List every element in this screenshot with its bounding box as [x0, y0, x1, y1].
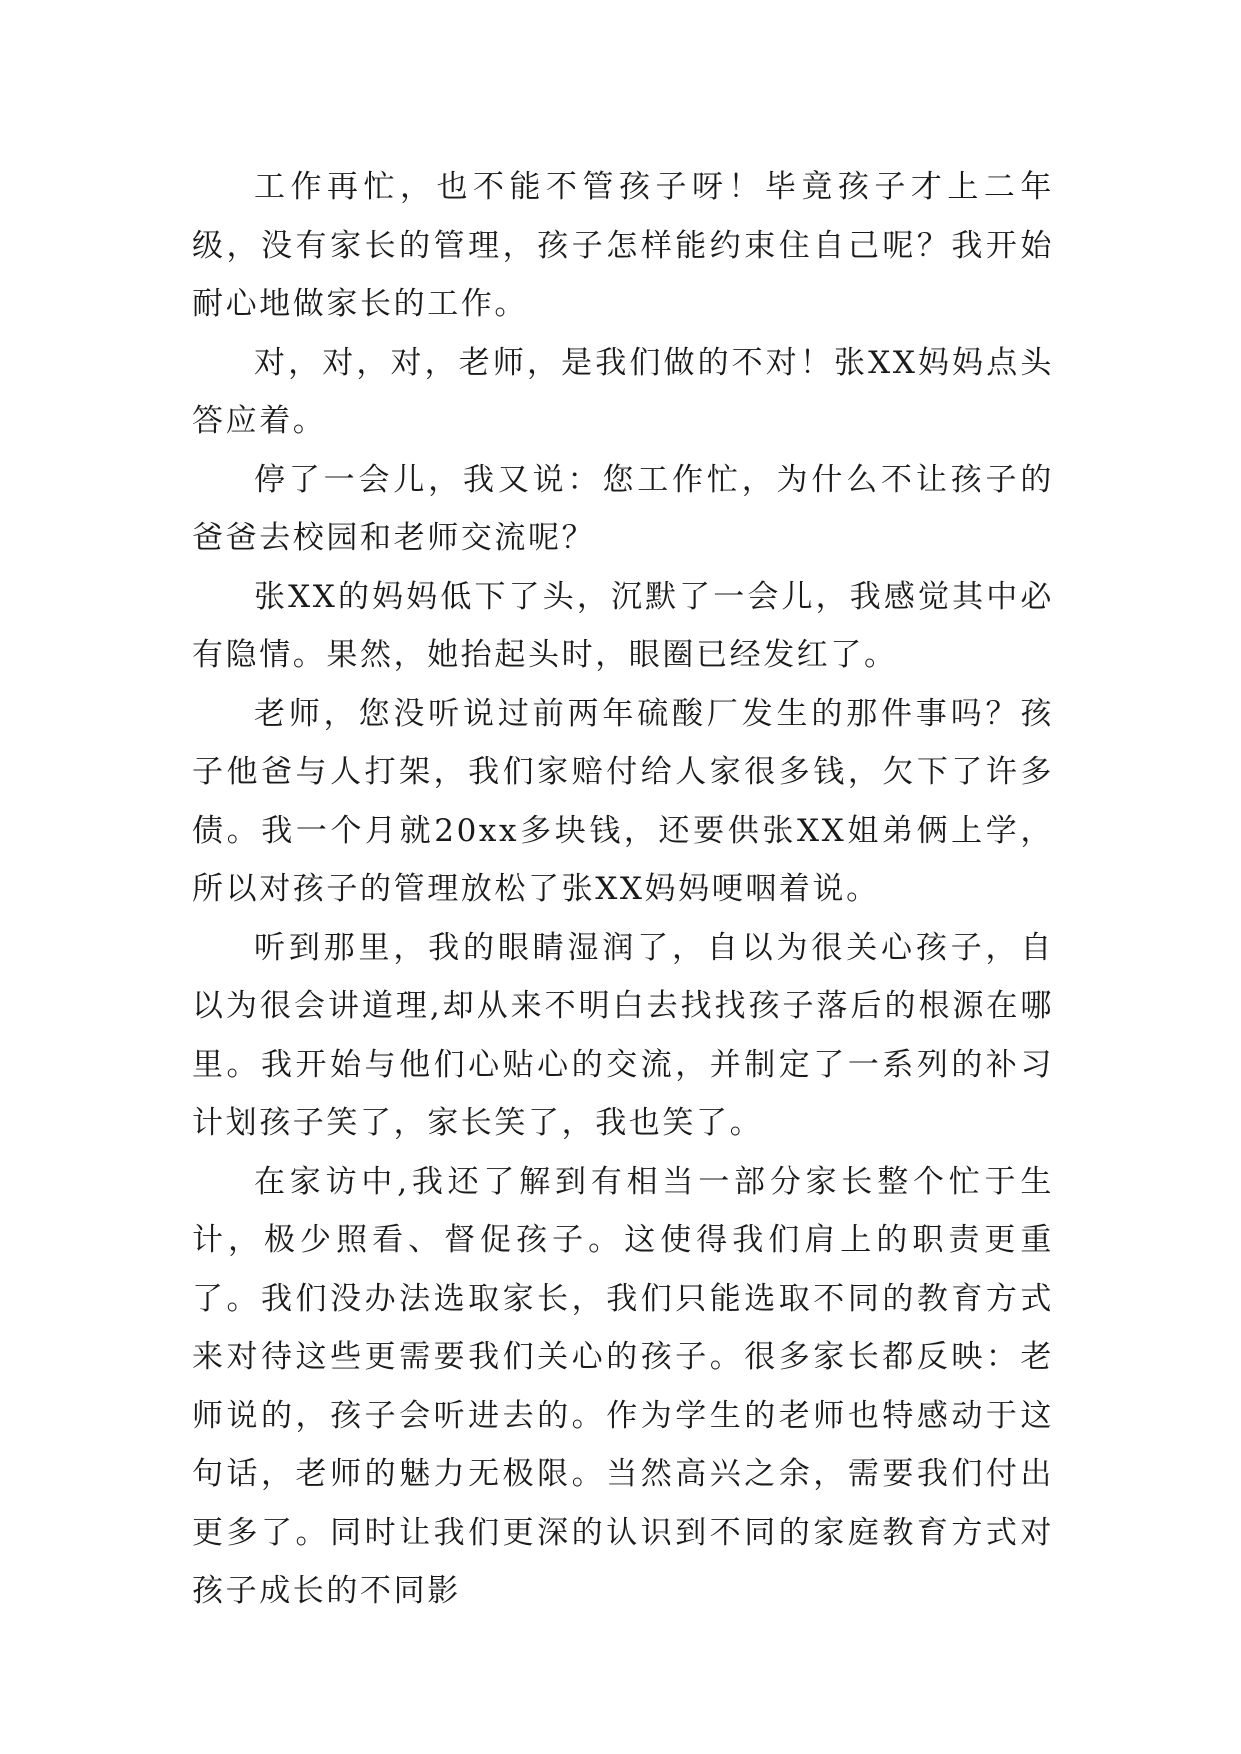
document-body [192, 158, 1054, 1621]
paragraph-6: 听到那里，我的眼睛湿润了，自以为很关心孩子，自以为很会讲道理,却从来不明白去找找孩子落后的根源在哪里。我开始与他们心贴心的交流，并制定了一系列的补习计划孩子笑了，家长笑了，我也笑了。 [192, 929, 1054, 1141]
paragraph-4: 张XX的妈妈低下了头，沉默了一会儿，我感觉其中必有隐情。果然，她抬起头时，眼圈已经发红了。 [192, 578, 1054, 673]
paragraph-7: 在家访中,我还了解到有相当一部分家长整个忙于生计，极少照看、督促孩子。这使得我们肩上的职责更重了。我们没办法选取家长，我们只能选取不同的教育方式来对待这些更需要我们关心的孩子。很多家长都反映：老师说的，孩子会听进去的。作为学生的老师也特感动于这句话，老师的魅力无极限。当然高兴之余，需要我们付出更多了。同时让我们更深的认识到不同的家庭教育方式对孩子成长的不同影 [192, 1163, 1054, 1609]
paragraph-5: 老师，您没听说过前两年硫酸厂发生的那件事吗？孩子他爸与人打架，我们家赔付给人家很多钱，欠下了许多债。我一个月就20xx多块钱，还要供张XX姐弟俩上学，所以对孩子的管理放松了张XX妈妈哽咽着说。 [192, 695, 1054, 907]
paragraph-2: 对，对，对，老师，是我们做的不对！张XX妈妈点头答应着。 [192, 344, 1054, 439]
paragraph-1: 工作再忙，也不能不管孩子呀！毕竟孩子才上二年级，没有家长的管理，孩子怎样能约束住自己呢？我开始耐心地做家长的工作。 [192, 169, 1054, 322]
paragraph-3: 停了一会儿，我又说：您工作忙，为什么不让孩子的爸爸去校园和老师交流呢？ [192, 461, 1054, 556]
